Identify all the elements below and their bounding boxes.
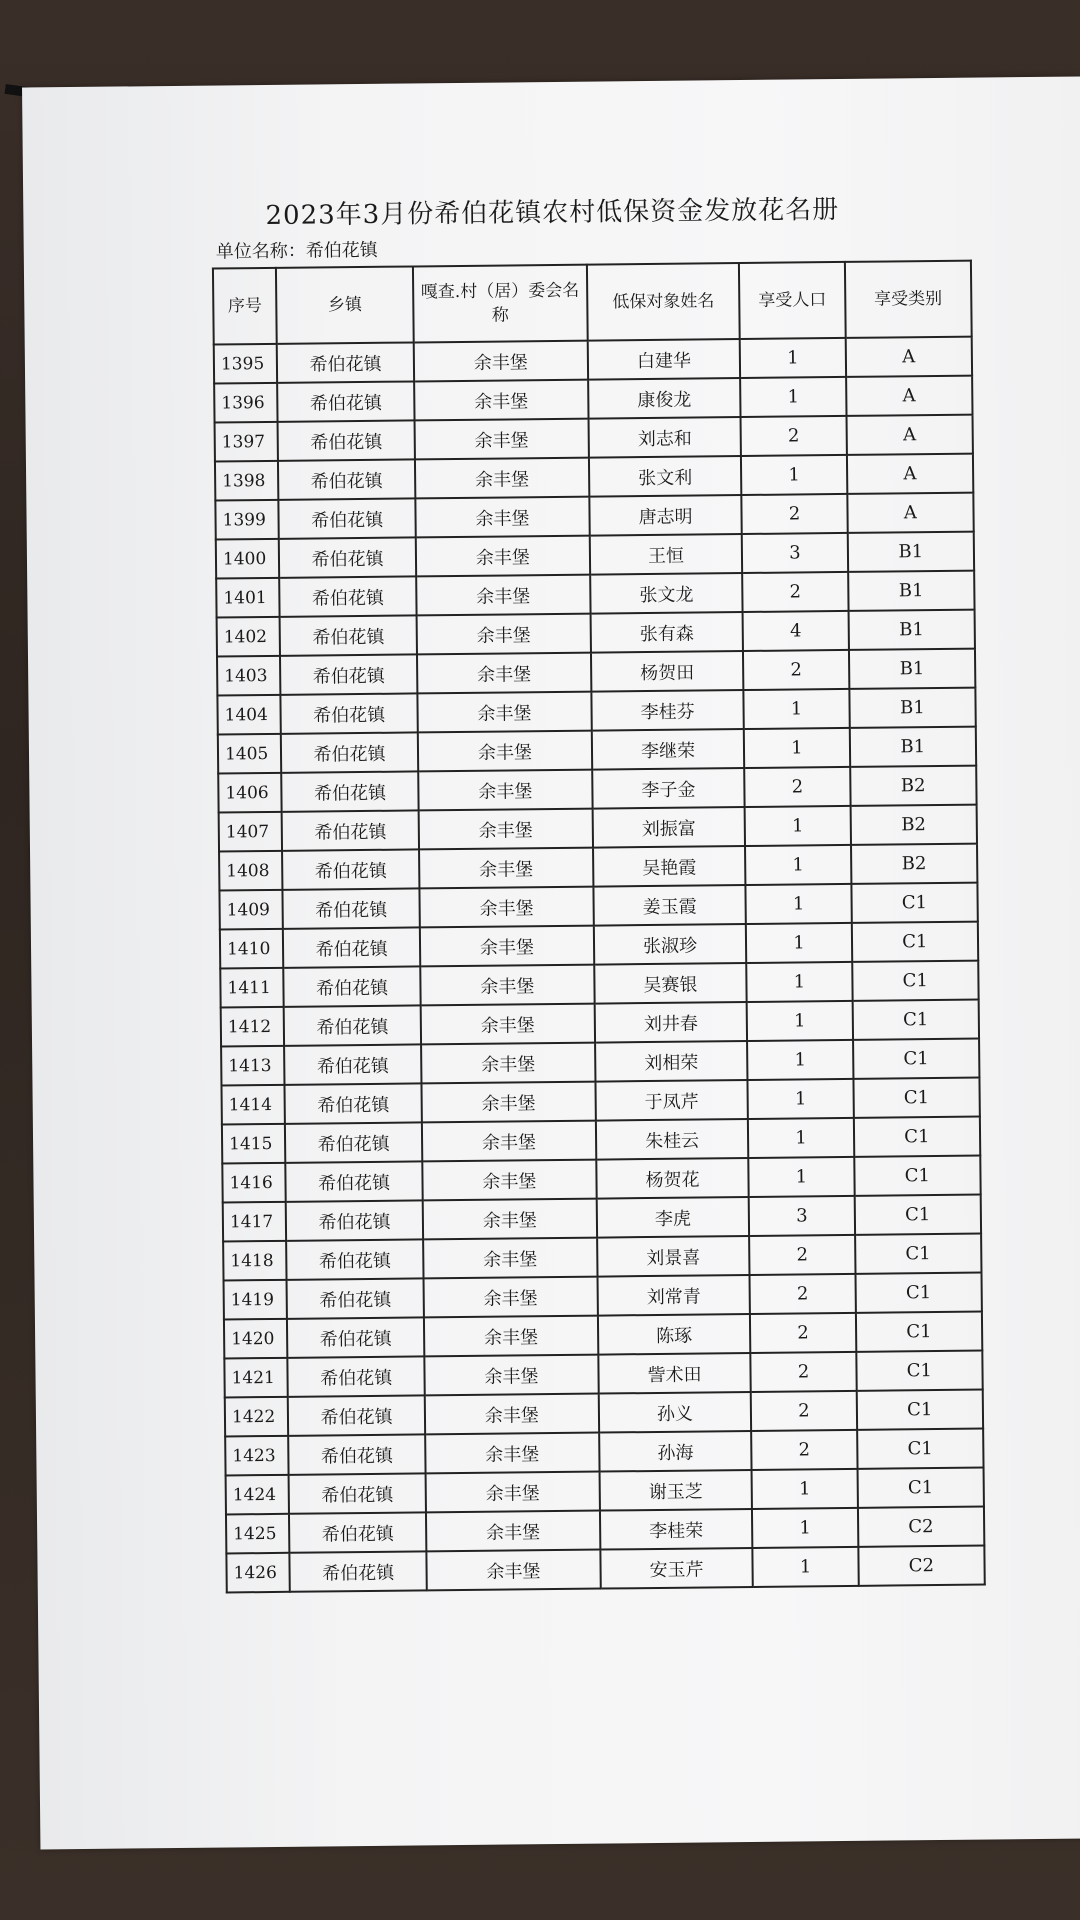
cell-recipient-name: 刘景喜 xyxy=(597,1236,750,1277)
cell-village: 余丰堡 xyxy=(417,692,591,733)
cell-household-size: 3 xyxy=(749,1196,855,1236)
cell-household-size: 1 xyxy=(744,689,850,729)
cell-household-size: 1 xyxy=(748,1079,854,1119)
cell-township: 希伯花镇 xyxy=(288,1434,425,1474)
cell-township: 希伯花镇 xyxy=(279,576,416,616)
table-header-row xyxy=(213,261,972,345)
cell-village: 余丰堡 xyxy=(422,1160,596,1201)
cell-category: C1 xyxy=(853,1117,980,1157)
cell-recipient-name: 张文利 xyxy=(589,456,742,497)
cell-township: 希伯花镇 xyxy=(284,1005,421,1045)
cell-township: 希伯花镇 xyxy=(285,1161,422,1201)
cell-seq: 1418 xyxy=(223,1241,287,1281)
cell-township: 希伯花镇 xyxy=(288,1356,425,1396)
cell-seq: 1416 xyxy=(222,1163,286,1203)
cell-village: 余丰堡 xyxy=(424,1316,598,1357)
cell-village: 余丰堡 xyxy=(415,497,589,538)
cell-household-size: 2 xyxy=(751,1391,857,1431)
cell-township: 希伯花镇 xyxy=(281,693,418,733)
cell-seq: 1422 xyxy=(225,1397,289,1437)
cell-village: 余丰堡 xyxy=(423,1238,597,1279)
cell-recipient-name: 刘相荣 xyxy=(595,1041,748,1082)
cell-seq: 1400 xyxy=(216,539,280,579)
cell-township: 希伯花镇 xyxy=(281,732,418,772)
cell-township: 希伯花镇 xyxy=(283,927,420,967)
header-village: 嘎查.村（居）委会名称 xyxy=(413,265,587,343)
document-title: 2023年3月份希伯花镇农村低保资金发放花名册 xyxy=(265,194,840,231)
cell-category: A xyxy=(846,376,973,416)
cell-category: C2 xyxy=(858,1546,985,1586)
cell-household-size: 2 xyxy=(751,1352,857,1392)
cell-household-size: 1 xyxy=(745,845,851,885)
cell-village: 余丰堡 xyxy=(416,536,590,577)
cell-household-size: 2 xyxy=(749,1235,855,1275)
cell-seq: 1398 xyxy=(215,461,279,501)
cell-village: 余丰堡 xyxy=(423,1199,597,1240)
cell-household-size: 2 xyxy=(745,767,851,807)
cell-household-size: 1 xyxy=(747,962,853,1002)
cell-recipient-name: 姜玉霞 xyxy=(593,885,746,926)
cell-village: 余丰堡 xyxy=(421,1043,595,1084)
cell-category: C1 xyxy=(854,1195,981,1235)
cell-seq: 1396 xyxy=(214,383,278,423)
cell-seq: 1401 xyxy=(216,578,280,618)
cell-recipient-name: 杨贺田 xyxy=(591,651,744,692)
cell-household-size: 1 xyxy=(741,455,847,495)
cell-recipient-name: 李桂荣 xyxy=(600,1509,753,1550)
cell-household-size: 1 xyxy=(740,377,846,417)
cell-township: 希伯花镇 xyxy=(285,1083,422,1123)
cell-recipient-name: 刘井春 xyxy=(594,1002,747,1043)
cell-village: 余丰堡 xyxy=(414,380,588,421)
cell-township: 希伯花镇 xyxy=(277,381,414,421)
cell-recipient-name: 李继荣 xyxy=(592,729,745,770)
cell-category: B2 xyxy=(850,766,977,806)
header-seq: 序号 xyxy=(213,268,277,345)
cell-seq: 1413 xyxy=(221,1046,285,1086)
cell-township: 希伯花镇 xyxy=(284,1044,421,1084)
cell-seq: 1399 xyxy=(215,500,279,540)
header-category: 享受类别 xyxy=(845,261,972,338)
cell-township: 希伯花镇 xyxy=(290,1551,427,1591)
cell-township: 希伯花镇 xyxy=(277,342,414,382)
cell-recipient-name: 訾术田 xyxy=(598,1353,751,1394)
cell-recipient-name: 张有森 xyxy=(590,612,743,653)
cell-recipient-name: 白建华 xyxy=(587,339,740,380)
cell-category: C1 xyxy=(851,883,978,923)
cell-household-size: 1 xyxy=(749,1157,855,1197)
cell-recipient-name: 安玉芹 xyxy=(600,1548,753,1589)
cell-seq: 1424 xyxy=(226,1475,290,1515)
cell-category: C1 xyxy=(857,1468,984,1508)
cell-village: 余丰堡 xyxy=(419,848,593,889)
cell-seq: 1410 xyxy=(220,929,284,969)
cell-category: C1 xyxy=(853,1078,980,1118)
cell-seq: 1417 xyxy=(223,1202,287,1242)
cell-category: B2 xyxy=(851,844,978,884)
cell-village: 余丰堡 xyxy=(417,653,591,694)
cell-village: 余丰堡 xyxy=(419,809,593,850)
unit-name-label: 单位名称：希伯花镇 xyxy=(215,239,378,263)
cell-category: A xyxy=(847,454,974,494)
cell-recipient-name: 康俊龙 xyxy=(588,378,741,419)
cell-seq: 1426 xyxy=(226,1553,290,1593)
cell-village: 余丰堡 xyxy=(418,731,592,772)
cell-household-size: 3 xyxy=(742,533,848,573)
cell-category: C1 xyxy=(852,961,979,1001)
cell-village: 余丰堡 xyxy=(417,614,591,655)
cell-category: C1 xyxy=(854,1156,981,1196)
cell-recipient-name: 李桂芬 xyxy=(591,690,744,731)
cell-township: 希伯花镇 xyxy=(287,1317,424,1357)
table-row xyxy=(226,1546,984,1593)
cell-village: 余丰堡 xyxy=(424,1277,598,1318)
cell-category: C1 xyxy=(851,922,978,962)
cell-seq: 1414 xyxy=(221,1085,285,1125)
cell-village: 余丰堡 xyxy=(420,965,594,1006)
cell-household-size: 2 xyxy=(750,1313,856,1353)
cell-seq: 1404 xyxy=(217,695,281,735)
header-township: 乡镇 xyxy=(276,266,414,343)
cell-seq: 1412 xyxy=(221,1007,285,1047)
cell-recipient-name: 杨贺花 xyxy=(596,1158,749,1199)
cell-recipient-name: 刘振富 xyxy=(592,807,745,848)
cell-category: C1 xyxy=(855,1273,982,1313)
cell-township: 希伯花镇 xyxy=(287,1278,424,1318)
cell-seq: 1406 xyxy=(218,773,282,813)
cell-seq: 1425 xyxy=(226,1514,290,1554)
cell-recipient-name: 吴赛银 xyxy=(594,963,747,1004)
cell-seq: 1397 xyxy=(215,422,279,462)
cell-township: 希伯花镇 xyxy=(286,1200,423,1240)
cell-recipient-name: 王恒 xyxy=(589,534,742,575)
cell-category: C1 xyxy=(855,1234,982,1274)
cell-village: 余丰堡 xyxy=(424,1355,598,1396)
cell-township: 希伯花镇 xyxy=(283,888,420,928)
cell-recipient-name: 陈琢 xyxy=(598,1314,751,1355)
cell-seq: 1423 xyxy=(225,1436,289,1476)
cell-township: 希伯花镇 xyxy=(282,810,419,850)
cell-household-size: 1 xyxy=(753,1547,859,1587)
cell-township: 希伯花镇 xyxy=(281,771,418,811)
cell-category: A xyxy=(847,493,974,533)
cell-seq: 1407 xyxy=(219,812,283,852)
cell-household-size: 1 xyxy=(748,1118,854,1158)
cell-village: 余丰堡 xyxy=(426,1472,600,1513)
cell-recipient-name: 李虎 xyxy=(596,1197,749,1238)
cell-recipient-name: 张淑珍 xyxy=(594,924,747,965)
cell-village: 余丰堡 xyxy=(422,1121,596,1162)
cell-category: B1 xyxy=(849,688,976,728)
cell-recipient-name: 孙海 xyxy=(599,1431,752,1472)
cell-category: B1 xyxy=(849,727,976,767)
cell-household-size: 1 xyxy=(740,338,846,378)
cell-township: 希伯花镇 xyxy=(280,615,417,655)
cell-village: 余丰堡 xyxy=(420,926,594,967)
cell-category: B1 xyxy=(848,571,975,611)
cell-household-size: 1 xyxy=(746,884,852,924)
cell-seq: 1420 xyxy=(224,1319,288,1359)
cell-household-size: 2 xyxy=(742,494,848,534)
cell-category: B2 xyxy=(850,805,977,845)
cell-township: 希伯花镇 xyxy=(279,537,416,577)
cell-seq: 1415 xyxy=(222,1124,286,1164)
cell-seq: 1403 xyxy=(217,656,281,696)
cell-household-size: 1 xyxy=(747,1001,853,1041)
header-household-size: 享受人口 xyxy=(739,262,845,339)
cell-category: C1 xyxy=(857,1429,984,1469)
cell-seq: 1395 xyxy=(214,344,278,384)
cell-township: 希伯花镇 xyxy=(283,966,420,1006)
cell-household-size: 1 xyxy=(745,806,851,846)
cell-household-size: 2 xyxy=(741,416,847,456)
cell-household-size: 1 xyxy=(752,1469,858,1509)
cell-recipient-name: 刘志和 xyxy=(588,417,741,458)
cell-recipient-name: 张文龙 xyxy=(590,573,743,614)
cell-seq: 1402 xyxy=(217,617,281,657)
cell-category: C1 xyxy=(856,1351,983,1391)
cell-household-size: 1 xyxy=(744,728,850,768)
cell-township: 希伯花镇 xyxy=(278,459,415,499)
cell-recipient-name: 唐志明 xyxy=(589,495,742,536)
cell-village: 余丰堡 xyxy=(426,1511,600,1552)
cell-recipient-name: 谢玉芝 xyxy=(599,1470,752,1511)
cell-township: 希伯花镇 xyxy=(289,1512,426,1552)
cell-township: 希伯花镇 xyxy=(280,654,417,694)
cell-township: 希伯花镇 xyxy=(279,498,416,538)
cell-recipient-name: 孙义 xyxy=(598,1392,751,1433)
cell-recipient-name: 刘常青 xyxy=(597,1275,750,1316)
cell-category: A xyxy=(845,337,972,377)
roster-table xyxy=(212,260,986,1594)
cell-village: 余丰堡 xyxy=(418,770,592,811)
cell-seq: 1419 xyxy=(224,1280,288,1320)
cell-village: 余丰堡 xyxy=(416,575,590,616)
cell-category: A xyxy=(846,415,973,455)
cell-village: 余丰堡 xyxy=(425,1394,599,1435)
cell-category: C1 xyxy=(856,1390,983,1430)
cell-township: 希伯花镇 xyxy=(288,1395,425,1435)
cell-category: B1 xyxy=(847,532,974,572)
cell-category: C1 xyxy=(853,1039,980,1079)
cell-village: 余丰堡 xyxy=(415,458,589,499)
cell-household-size: 4 xyxy=(743,611,849,651)
cell-seq: 1409 xyxy=(219,890,283,930)
cell-recipient-name: 李子金 xyxy=(592,768,745,809)
cell-township: 希伯花镇 xyxy=(289,1473,426,1513)
cell-township: 希伯花镇 xyxy=(282,849,419,889)
cell-category: C1 xyxy=(856,1312,983,1352)
cell-category: B1 xyxy=(848,610,975,650)
cell-household-size: 2 xyxy=(750,1274,856,1314)
header-recipient-name: 低保对象姓名 xyxy=(587,263,740,341)
cell-village: 余丰堡 xyxy=(415,419,589,460)
paper-sheet xyxy=(22,76,1080,1849)
cell-household-size: 2 xyxy=(743,572,849,612)
cell-village: 余丰堡 xyxy=(421,1082,595,1123)
cell-household-size: 1 xyxy=(752,1508,858,1548)
cell-recipient-name: 于凤芹 xyxy=(595,1080,748,1121)
cell-household-size: 2 xyxy=(751,1430,857,1470)
cell-household-size: 1 xyxy=(747,1040,853,1080)
cell-township: 希伯花镇 xyxy=(278,420,415,460)
cell-village: 余丰堡 xyxy=(425,1433,599,1474)
cell-village: 余丰堡 xyxy=(421,1004,595,1045)
cell-seq: 1405 xyxy=(218,734,282,774)
cell-category: B1 xyxy=(849,649,976,689)
cell-household-size: 2 xyxy=(743,650,849,690)
cell-household-size: 1 xyxy=(746,923,852,963)
cell-village: 余丰堡 xyxy=(426,1550,600,1591)
cell-category: C1 xyxy=(852,1000,979,1040)
cell-township: 希伯花镇 xyxy=(286,1239,423,1279)
table-body xyxy=(214,337,985,1593)
cell-recipient-name: 吴艳霞 xyxy=(593,846,746,887)
cell-seq: 1421 xyxy=(224,1358,288,1398)
cell-seq: 1411 xyxy=(220,968,284,1008)
cell-recipient-name: 朱桂云 xyxy=(596,1119,749,1160)
cell-category: C2 xyxy=(858,1507,985,1547)
cell-village: 余丰堡 xyxy=(419,887,593,928)
cell-village: 余丰堡 xyxy=(414,341,588,382)
cell-township: 希伯花镇 xyxy=(285,1122,422,1162)
cell-seq: 1408 xyxy=(219,851,283,891)
